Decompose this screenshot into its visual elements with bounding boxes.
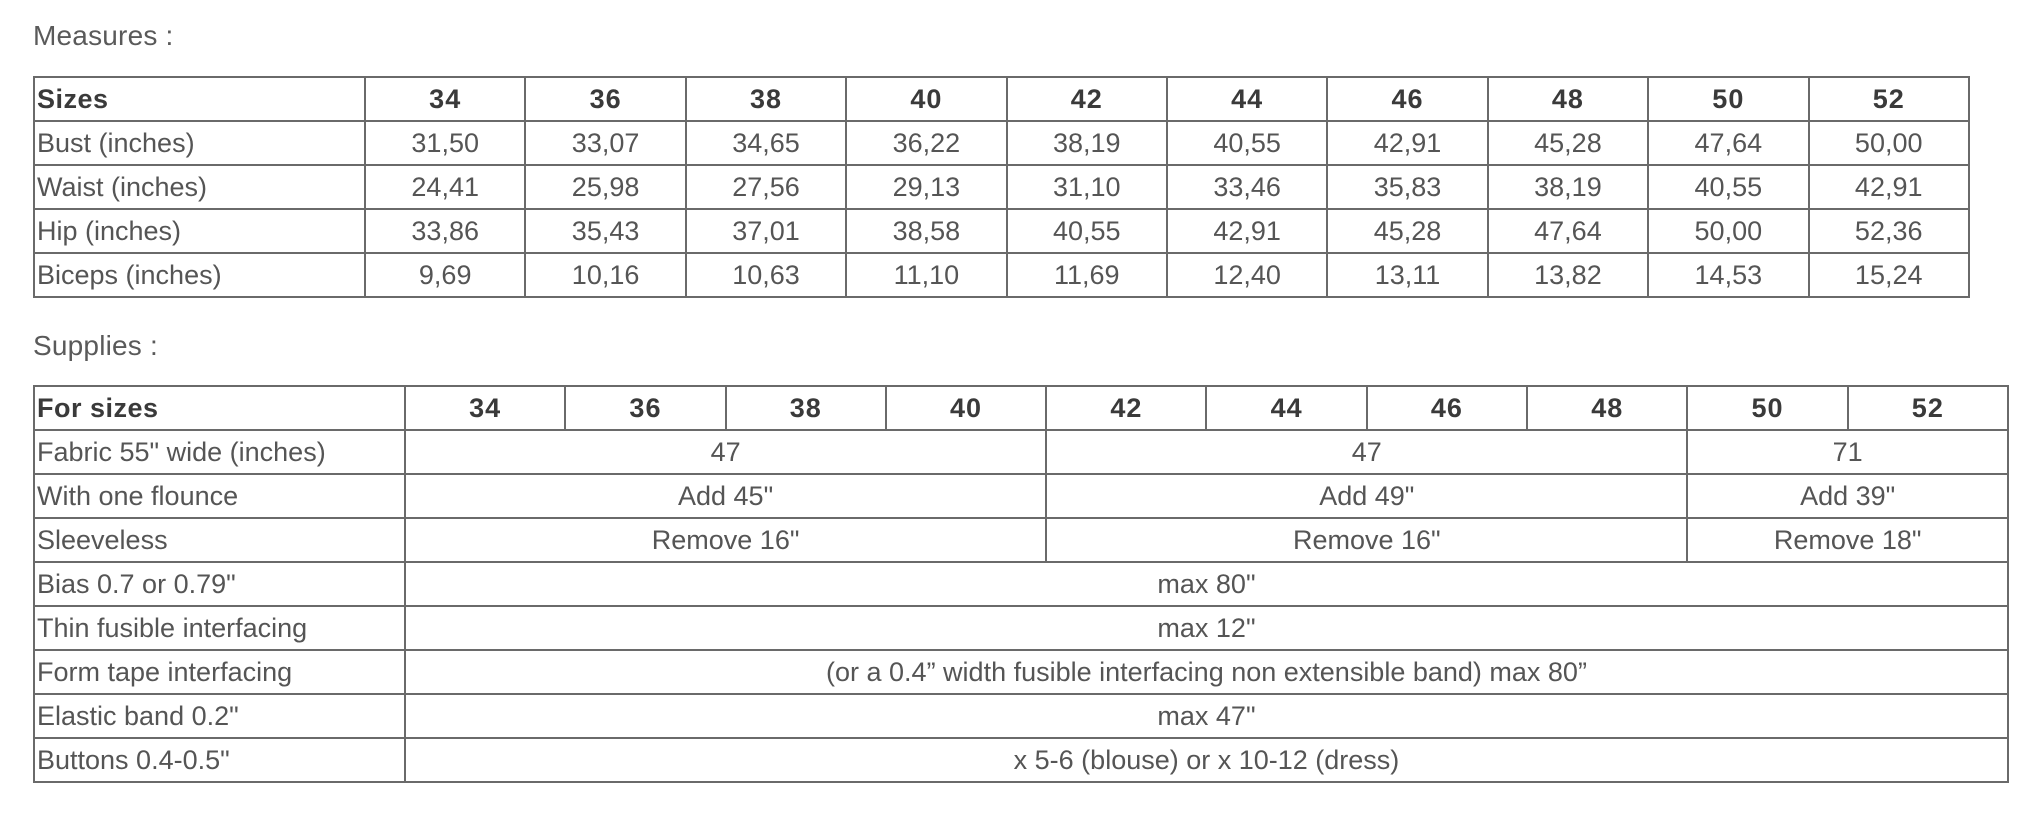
size-header: 50 [1687,386,1847,430]
measures-header-row [34,77,1969,121]
measure-value: 33,46 [1167,165,1327,209]
supply-value: Add 49" [1046,474,1687,518]
supply-value: 71 [1687,430,2008,474]
size-header: 38 [726,386,886,430]
measure-value: 33,07 [525,121,685,165]
supply-label: Form tape interfacing [34,650,405,694]
measure-value: 38,19 [1488,165,1648,209]
measure-value: 50,00 [1809,121,1969,165]
supply-value: max 12" [405,606,2008,650]
supply-value: 47 [1046,430,1687,474]
supplies-row [34,694,2008,738]
measure-label: Bust (inches) [34,121,365,165]
supply-label: Buttons 0.4-0.5" [34,738,405,782]
measure-value: 31,10 [1007,165,1167,209]
supplies-table [33,385,2009,783]
measure-value: 11,69 [1007,253,1167,297]
supply-value: Remove 16" [1046,518,1687,562]
measure-value: 37,01 [686,209,846,253]
supply-value: max 47" [405,694,2008,738]
measures-row [34,253,1969,297]
measure-value: 35,43 [525,209,685,253]
measure-label: Waist (inches) [34,165,365,209]
measure-value: 42,91 [1167,209,1327,253]
measure-label: Biceps (inches) [34,253,365,297]
size-header: 52 [1809,77,1969,121]
size-header: 34 [405,386,565,430]
size-header: 42 [1046,386,1206,430]
measure-value: 45,28 [1488,121,1648,165]
measure-value: 14,53 [1648,253,1808,297]
supply-label: Sleeveless [34,518,405,562]
measure-value: 42,91 [1327,121,1487,165]
measure-value: 31,50 [365,121,525,165]
measure-value: 15,24 [1809,253,1969,297]
size-header: 42 [1007,77,1167,121]
size-header: 48 [1488,77,1648,121]
measure-value: 29,13 [846,165,1006,209]
supplies-title: Supplies : [33,330,158,361]
size-header: 36 [525,77,685,121]
supply-value: Remove 16" [405,518,1046,562]
supply-value: Remove 18" [1687,518,2008,562]
measure-value: 25,98 [525,165,685,209]
size-header: 52 [1848,386,2008,430]
supply-value: max 80" [405,562,2008,606]
supplies-header-label: For sizes [34,386,405,430]
supplies-row [34,606,2008,650]
supply-value: x 5-6 (blouse) or x 10-12 (dress) [405,738,2008,782]
measure-value: 40,55 [1167,121,1327,165]
size-header: 38 [686,77,846,121]
supplies-row [34,518,2008,562]
size-header: 46 [1327,77,1487,121]
measure-value: 40,55 [1648,165,1808,209]
supply-label: Fabric 55" wide (inches) [34,430,405,474]
measure-value: 42,91 [1809,165,1969,209]
supply-label: With one flounce [34,474,405,518]
size-header: 48 [1527,386,1687,430]
measure-value: 36,22 [846,121,1006,165]
measures-header-label: Sizes [34,77,365,121]
size-header: 40 [846,77,1006,121]
measure-value: 13,11 [1327,253,1487,297]
measure-value: 10,63 [686,253,846,297]
supply-label: Thin fusible interfacing [34,606,405,650]
measure-value: 11,10 [846,253,1006,297]
measures-row [34,165,1969,209]
measure-value: 40,55 [1007,209,1167,253]
size-header: 40 [886,386,1046,430]
size-header: 44 [1167,77,1327,121]
measure-value: 45,28 [1327,209,1487,253]
measures-row [34,121,1969,165]
supply-value: (or a 0.4” width fusible interfacing non extensible band) max 80” [405,650,2008,694]
supplies-row [34,738,2008,782]
measure-value: 10,16 [525,253,685,297]
size-header: 44 [1206,386,1366,430]
supplies-row [34,430,2008,474]
size-header: 34 [365,77,525,121]
measure-label: Hip (inches) [34,209,365,253]
supply-label: Bias 0.7 or 0.79" [34,562,405,606]
measure-value: 47,64 [1488,209,1648,253]
supplies-row [34,650,2008,694]
measure-value: 50,00 [1648,209,1808,253]
supply-value: Add 39" [1687,474,2008,518]
measures-row [34,209,1969,253]
supplies-row [34,474,2008,518]
measure-value: 52,36 [1809,209,1969,253]
supply-label: Elastic band 0.2" [34,694,405,738]
size-header: 50 [1648,77,1808,121]
measures-title: Measures : [33,20,174,51]
measure-value: 34,65 [686,121,846,165]
supplies-header-row [34,386,2008,430]
measure-value: 27,56 [686,165,846,209]
measure-value: 12,40 [1167,253,1327,297]
size-header: 36 [565,386,725,430]
measure-value: 47,64 [1648,121,1808,165]
measure-value: 38,58 [846,209,1006,253]
measure-value: 35,83 [1327,165,1487,209]
measure-value: 24,41 [365,165,525,209]
supply-value: Add 45" [405,474,1046,518]
supply-value: 47 [405,430,1046,474]
measure-value: 33,86 [365,209,525,253]
measure-value: 38,19 [1007,121,1167,165]
measure-value: 13,82 [1488,253,1648,297]
measures-table [33,76,1970,298]
measure-value: 9,69 [365,253,525,297]
size-header: 46 [1367,386,1527,430]
supplies-row [34,562,2008,606]
